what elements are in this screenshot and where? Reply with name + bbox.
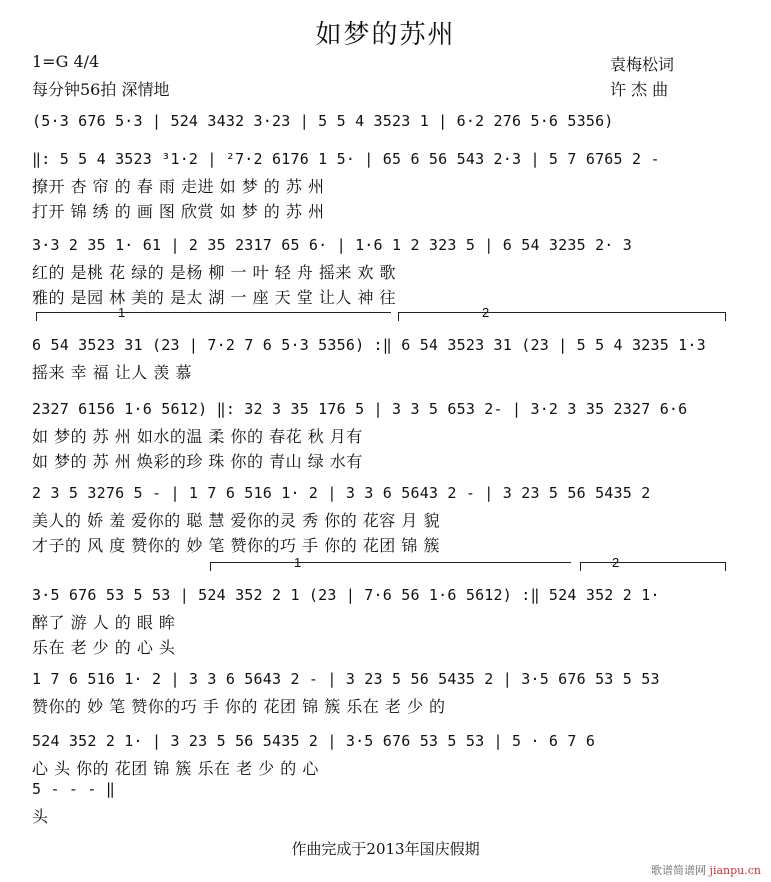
volta-bracket-1 xyxy=(210,562,571,571)
score-system-6 xyxy=(32,484,732,556)
notation-line: 3·3 2 35 1· 61 | 2 35 2317 65 6· | 1·6 1 2 323 5 | 6 54 3235 2· 3 xyxy=(32,236,632,254)
notation-line: 3·5 676 53 5 53 | 524 352 2 1 (23 | 7·6 56 1·6 5612) :‖ 524 352 2 1· xyxy=(32,586,660,604)
volta-number-2: 2 xyxy=(612,555,620,570)
volta-bracket-2 xyxy=(580,562,726,571)
score-system-10 xyxy=(32,780,732,827)
lyric-verse-1: 美人的 娇 羞 爱你的 聪 慧 爱你的灵 秀 你的 花容 月 貌 xyxy=(32,511,440,530)
score-system-4 xyxy=(32,336,732,383)
volta-bracket-2 xyxy=(398,312,726,321)
song-title: 如梦的苏州 xyxy=(315,20,456,50)
lyric-verse-2: 乐在 老 少 的 心 头 xyxy=(32,638,176,657)
notation-line: 6 54 3523 31 (23 | 7·2 7 6 5·3 5356) :‖ 6 54 3523 31 (23 | 5 5 4 3235 1·3 xyxy=(32,336,706,354)
tempo-expression: 每分钟56拍 深情地 xyxy=(32,80,170,99)
lyric-verse-1: 如 梦的 苏 州 如水的温 柔 你的 春花 秋 月有 xyxy=(32,427,363,446)
notation-line: 524 352 2 1· | 3 23 5 56 5435 2 | 3·5 676 53 5 53 | 5 · 6 7 6 xyxy=(32,732,596,750)
volta-bracket-1 xyxy=(36,312,391,321)
lyric-verse-2: 才子的 风 度 赞你的 妙 笔 赞你的巧 手 你的 花团 锦 簇 xyxy=(32,536,440,555)
notation-line: 2327 6156 1·6 5612) ‖: 32 3 35 176 5 | 3 3 5 653 2- | 3·2 3 35 2327 6·6 xyxy=(32,400,688,418)
watermark-site-name: 歌谱简谱网 xyxy=(651,864,707,877)
lyricist: 袁梅松词 xyxy=(610,55,675,74)
notation-line: 5 - - - ‖ xyxy=(32,780,116,798)
notation-line: (5·3 676 5·3 | 524 3432 3·23 | 5 5 4 3523 1 | 6·2 276 5·6 5356) xyxy=(32,112,614,130)
lyric-verse-1: 头 xyxy=(32,807,49,826)
lyric-verse-1: 醉了 游 人 的 眼 眸 xyxy=(32,613,176,632)
notation-line: 1 7 6 516 1· 2 | 3 3 6 5643 2 - | 3 23 5 56 5435 2 | 3·5 676 53 5 53 xyxy=(32,670,660,688)
volta-number-1: 1 xyxy=(118,305,126,320)
score-system-9 xyxy=(32,732,732,779)
composition-note: 作曲完成于2013年国庆假期 xyxy=(291,840,480,858)
composer: 许 杰 曲 xyxy=(610,80,669,99)
score-system-5 xyxy=(32,400,732,472)
key-time-signature: 1=G 4/4 xyxy=(32,52,100,71)
site-watermark xyxy=(651,862,761,878)
lyric-verse-2: 如 梦的 苏 州 焕彩的珍 珠 你的 青山 绿 水有 xyxy=(32,452,363,471)
lyric-verse-1: 赞你的 妙 笔 赞你的巧 手 你的 花团 锦 簇 乐在 老 少 的 xyxy=(32,697,446,716)
volta-number-1: 1 xyxy=(294,555,302,570)
lyric-verse-1: 撩开 杏 帘 的 春 雨 走进 如 梦 的 苏 州 xyxy=(32,177,325,196)
score-system-3 xyxy=(32,236,732,308)
score-system-2 xyxy=(32,150,732,222)
lyric-verse-2: 打开 锦 绣 的 画 图 欣赏 如 梦 的 苏 州 xyxy=(32,202,325,221)
score-system-7 xyxy=(32,586,732,658)
lyric-verse-1: 红的 是桃 花 绿的 是杨 柳 一 叶 轻 舟 摇来 欢 歌 xyxy=(32,263,397,282)
notation-line: 2 3 5 3276 5 - | 1 7 6 516 1· 2 | 3 3 6 5643 2 - | 3 23 5 56 5435 2 xyxy=(32,484,651,502)
watermark-site-url: jianpu.cn xyxy=(709,864,761,877)
volta-number-2: 2 xyxy=(482,305,490,320)
lyric-verse-2: 雅的 是园 林 美的 是太 湖 一 座 天 堂 让人 神 往 xyxy=(32,288,397,307)
lyric-verse-1: 摇来 幸 福 让人 羡 慕 xyxy=(32,363,192,382)
notation-line: ‖: 5 5 4 3523 ³1·2 | ²7·2 6176 1 5· | 65 6 56 543 2·3 | 5 7 6765 2 - xyxy=(32,150,660,168)
score-system-1 xyxy=(32,112,732,130)
lyric-verse-1: 心 头 你的 花团 锦 簇 乐在 老 少 的 心 xyxy=(32,759,319,778)
score-system-8 xyxy=(32,670,732,717)
